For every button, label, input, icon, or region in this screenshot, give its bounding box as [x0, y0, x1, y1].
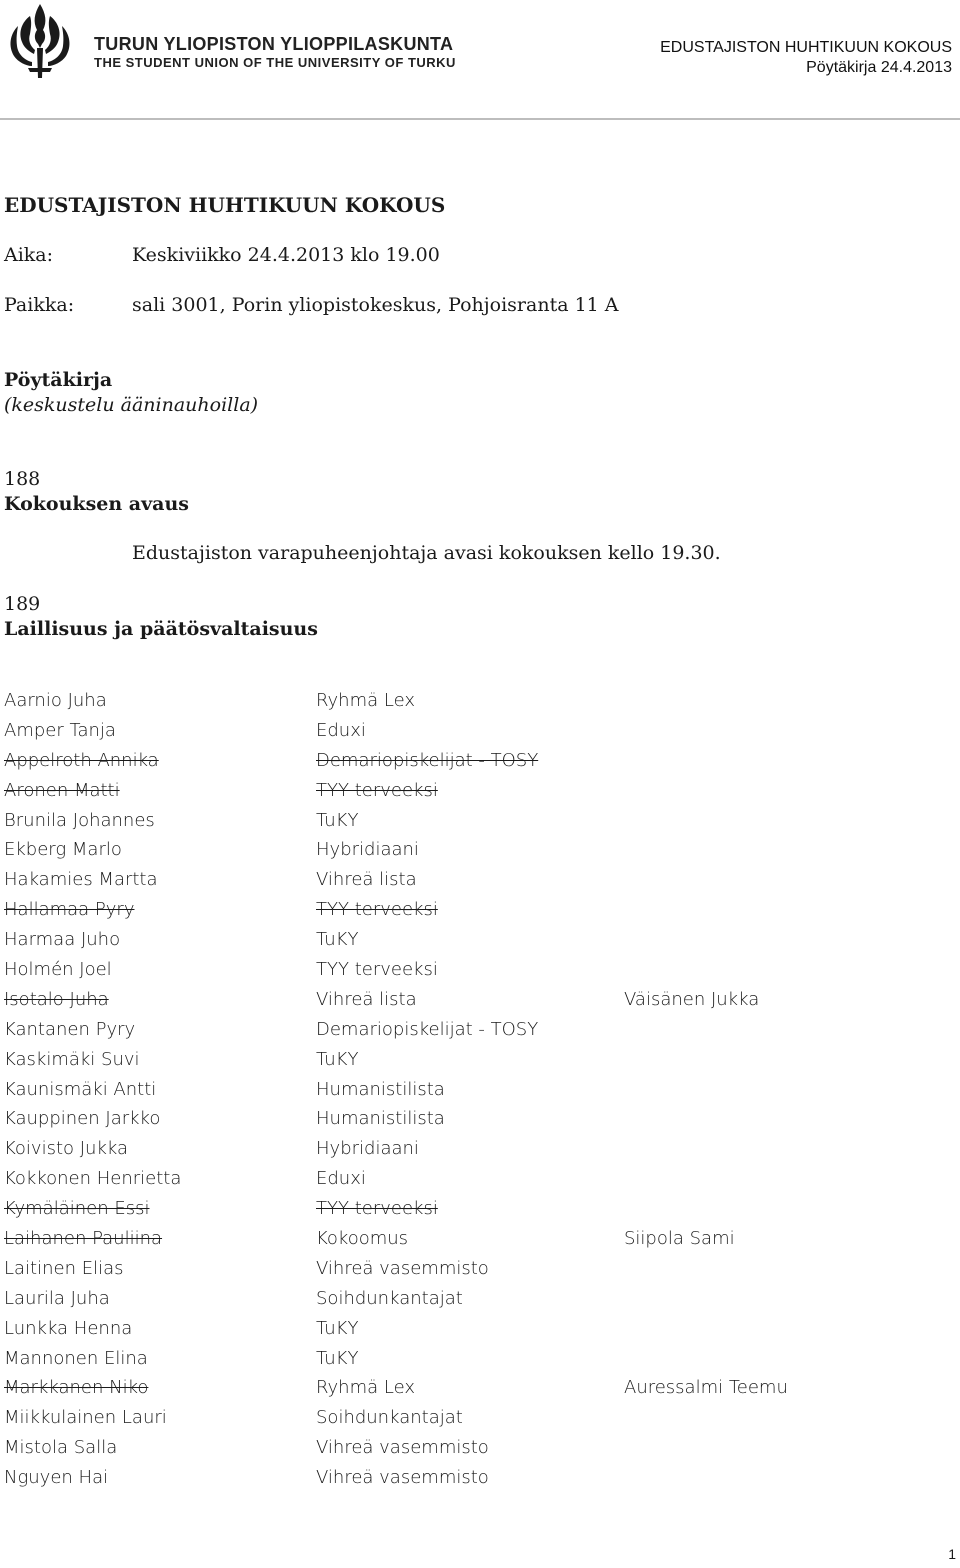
- member-name: Nguyen Hai: [4, 1467, 109, 1489]
- member-group: Eduxi: [316, 1168, 366, 1190]
- attendance-row: [4, 1316, 944, 1346]
- member-substitute: Väisänen Jukka: [624, 988, 760, 1010]
- member-group: Vihreä lista: [316, 988, 417, 1010]
- member-group: Hybridiaani: [316, 839, 419, 861]
- attendance-row: [4, 1047, 944, 1077]
- member-group: Ryhmä Lex: [316, 1377, 415, 1399]
- member-group: Vihreä vasemmisto: [316, 1467, 489, 1489]
- member-group: Ryhmä Lex: [316, 690, 415, 711]
- member-name: Kaskimäki Suvi: [4, 1048, 140, 1070]
- member-name: Ekberg Marlo: [4, 839, 122, 861]
- attendance-row: [4, 718, 944, 748]
- member-group: TuKY: [316, 1048, 359, 1070]
- member-name: Isotalo Juha: [4, 988, 109, 1010]
- attendance-row: [4, 1405, 944, 1435]
- section-number: 189: [4, 593, 41, 615]
- brand-name: [94, 34, 456, 71]
- section-heading: Kokouksen avaus: [4, 493, 189, 515]
- attendance-row: [4, 1435, 944, 1465]
- member-name: Kauppinen Jarkko: [4, 1108, 161, 1130]
- member-group: TYY terveeksi: [316, 1198, 438, 1220]
- member-name: Amper Tanja: [4, 719, 116, 741]
- member-name: Lunkka Henna: [4, 1317, 133, 1339]
- member-group: Humanistilista: [316, 1078, 445, 1100]
- attendance-row: [4, 837, 944, 867]
- section-number: 188: [4, 468, 41, 490]
- member-name: Koivisto Jukka: [4, 1138, 129, 1160]
- member-name: Hallamaa Pyry: [4, 899, 135, 921]
- member-name: Appelroth Annika: [4, 749, 159, 771]
- protocol-block: [4, 368, 258, 418]
- attendance-list: [4, 688, 944, 1495]
- meeting-time-label: Aika:: [4, 244, 54, 266]
- member-group: Vihreä lista: [316, 869, 417, 891]
- attendance-row: [4, 808, 944, 838]
- attendance-row: [4, 1346, 944, 1376]
- member-group: TuKY: [316, 929, 359, 951]
- member-group: TYY terveeksi: [316, 959, 438, 981]
- member-group: TYY terveeksi: [316, 779, 438, 801]
- member-group: TuKY: [316, 1317, 359, 1339]
- member-name: Markkanen Niko: [4, 1377, 149, 1399]
- member-group: Soihdunkantajat: [316, 1407, 463, 1429]
- attendance-row: [4, 1017, 944, 1047]
- protocol-note: (keskustelu ääninauhoilla): [4, 394, 259, 416]
- meeting-place-label: Paikka:: [4, 294, 75, 316]
- attendance-row: [4, 927, 944, 957]
- member-name: Brunila Johannes: [4, 809, 155, 831]
- header-doc-info: [660, 38, 952, 78]
- brand-name-fi: TURUN YLIOPISTON YLIOPPILASKUNTA: [94, 34, 454, 54]
- attendance-row: [4, 1136, 944, 1166]
- header-doc-subtitle: Pöytäkirja 24.4.2013: [806, 59, 952, 76]
- member-group: Hybridiaani: [316, 1138, 419, 1160]
- attendance-row: [4, 1256, 944, 1286]
- attendance-row: [4, 987, 944, 1017]
- attendance-row: [4, 1166, 944, 1196]
- attendance-row: [4, 897, 944, 927]
- attendance-row: [4, 1465, 944, 1495]
- member-name: Mistola Salla: [4, 1437, 118, 1459]
- attendance-row: [4, 1106, 944, 1136]
- section-heading: Laillisuus ja päätösvaltaisuus: [4, 618, 318, 640]
- header-doc-title: EDUSTAJISTON HUHTIKUUN KOKOUS: [660, 39, 952, 56]
- member-name: Aarnio Juha: [4, 690, 107, 711]
- attendance-row: [4, 688, 944, 718]
- member-name: Mannonen Elina: [4, 1347, 148, 1369]
- section-188: [4, 467, 189, 517]
- member-group: Vihreä vasemmisto: [316, 1257, 489, 1279]
- member-substitute: Siipola Sami: [624, 1228, 735, 1250]
- attendance-row: [4, 957, 944, 987]
- attendance-row: [4, 1375, 944, 1405]
- flame-crest-icon: [4, 2, 76, 80]
- protocol-title: Pöytäkirja: [4, 369, 113, 391]
- member-name: Laihanen Pauliina: [4, 1228, 163, 1250]
- member-name: Laurila Juha: [4, 1287, 110, 1309]
- member-name: Aronen Matti: [4, 779, 120, 801]
- attendance-row: [4, 1286, 944, 1316]
- attendance-row: [4, 1077, 944, 1107]
- brand-name-en: THE STUDENT UNION OF THE UNIVERSITY OF TURKU: [94, 55, 456, 70]
- member-name: Laitinen Elias: [4, 1257, 124, 1279]
- member-group: Humanistilista: [316, 1108, 445, 1130]
- member-name: Kymäläinen Essi: [4, 1198, 150, 1220]
- page-header: [0, 0, 960, 118]
- meeting-time-value: Keskiviikko 24.4.2013 klo 19.00: [132, 244, 440, 266]
- attendance-row: [4, 867, 944, 897]
- member-group: Demariopiskelijat - TOSY: [316, 749, 539, 771]
- member-group: Eduxi: [316, 719, 366, 741]
- member-group: TuKY: [316, 809, 359, 831]
- section-188-text: Edustajiston varapuheenjohtaja avasi kokouksen kello 19.30.: [132, 542, 721, 564]
- member-name: Kaunismäki Antti: [4, 1078, 157, 1100]
- member-group: TuKY: [316, 1347, 359, 1369]
- member-name: Kantanen Pyry: [4, 1018, 136, 1040]
- member-name: Miikkulainen Lauri: [4, 1407, 167, 1429]
- member-group: Kokoomus: [316, 1228, 409, 1250]
- member-group: Soihdunkantajat: [316, 1287, 463, 1309]
- header-divider: [0, 118, 960, 120]
- member-name: Harmaa Juho: [4, 929, 121, 951]
- member-group: Demariopiskelijat - TOSY: [316, 1018, 539, 1040]
- attendance-row: [4, 1226, 944, 1256]
- member-name: Holmén Joel: [4, 959, 112, 981]
- meeting-title: EDUSTAJISTON HUHTIKUUN KOKOUS: [4, 193, 446, 217]
- member-name: Kokkonen Henrietta: [4, 1168, 182, 1190]
- member-substitute: Auressalmi Teemu: [624, 1377, 788, 1399]
- attendance-row: [4, 778, 944, 808]
- attendance-row: [4, 748, 944, 778]
- member-name: Hakamies Martta: [4, 869, 158, 891]
- member-group: Vihreä vasemmisto: [316, 1437, 489, 1459]
- meeting-place-value: sali 3001, Porin yliopistokeskus, Pohjoisranta 11 A: [132, 294, 619, 316]
- section-189: [4, 592, 318, 642]
- page-number: 1: [948, 1546, 956, 1562]
- member-group: TYY terveeksi: [316, 899, 438, 921]
- attendance-row: [4, 1196, 944, 1226]
